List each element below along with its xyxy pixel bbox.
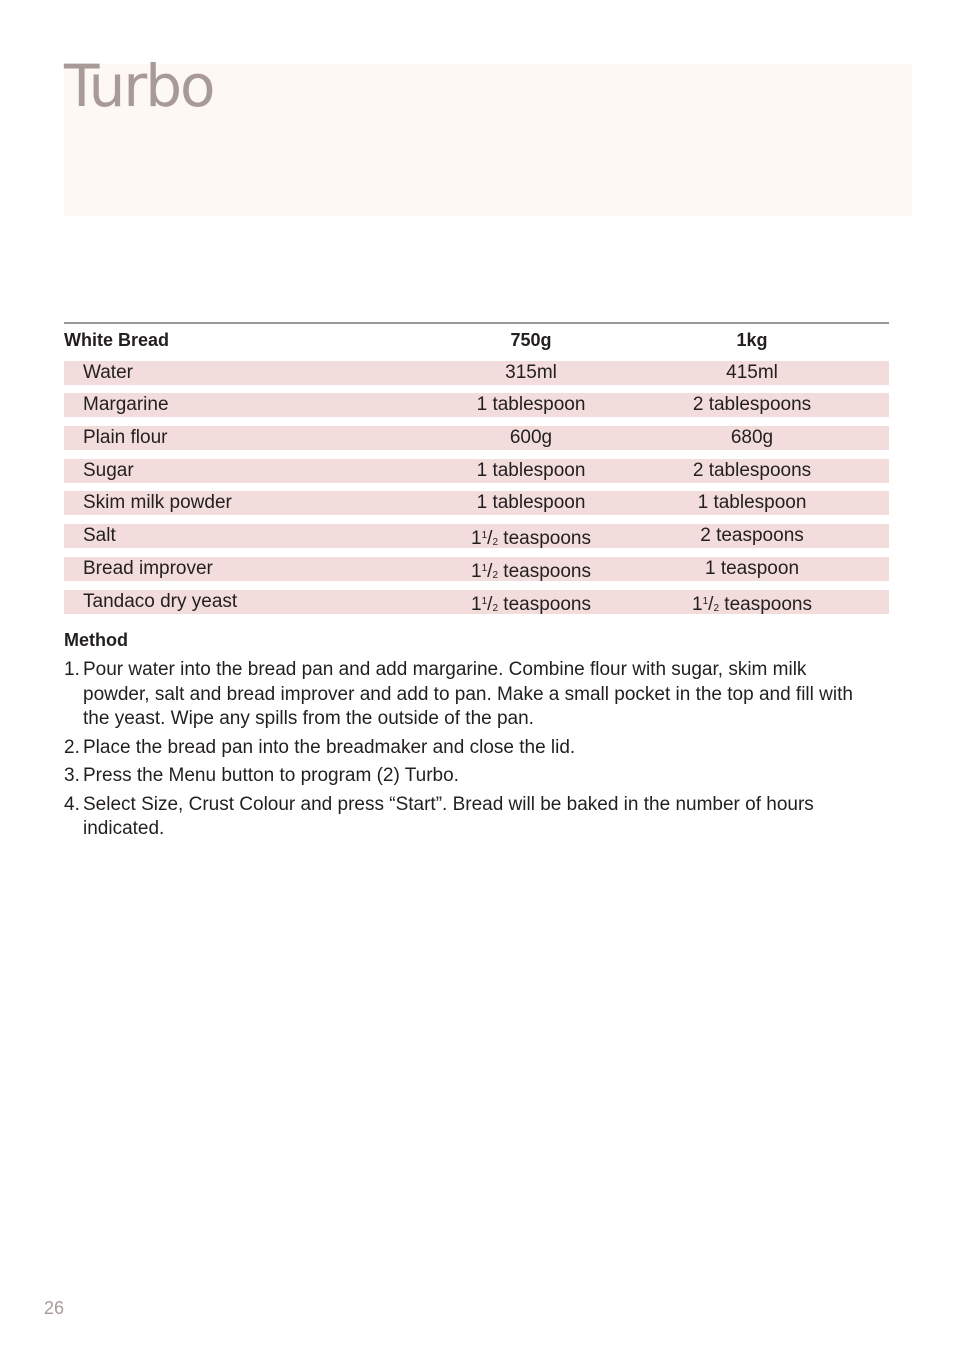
header-recipe-name: White Bread <box>64 330 170 350</box>
method-step <box>64 736 864 761</box>
ingredient-name: Tandaco dry yeast <box>83 590 238 612</box>
table-row: Water 315ml 415ml <box>64 357 889 390</box>
step-text: Pour water into the bread pan and add margarine. Combine flour with sugar, skim milk powder, salt and bread improver and add to pan. Make a small pocket in the top and fill with the yeast. Wipe any spills from the outside of the pan. <box>83 659 853 729</box>
recipe-table <box>64 322 889 618</box>
table-header-row: White Bread 750g 1kg <box>64 324 889 357</box>
method-heading: Method <box>64 630 128 650</box>
ingredient-name: Sugar <box>83 459 134 481</box>
step-text: Press the Menu button to program (2) Turbo. <box>83 765 459 786</box>
fraction: $^1/_2$ <box>481 560 499 582</box>
step-number: 2. <box>64 736 80 758</box>
table-row: Sugar 1 tablespoon 2 tablespoons <box>64 455 889 488</box>
step-text: Place the bread pan into the breadmaker and close the lid. <box>83 736 576 758</box>
method-step <box>64 764 864 789</box>
fraction: $^1/_2$ <box>481 593 499 615</box>
method-steps <box>64 658 864 846</box>
step-number: 4. <box>64 793 80 815</box>
step-text: Select Size, Crust Colour and press “Start”. Bread will be baked in the number of hours indicated. <box>83 793 814 839</box>
ingredient-name: Water <box>83 361 133 383</box>
fraction: $^1/_2$ <box>481 528 499 550</box>
table-row: Skim milk powder 1 tablespoon 1 tablespoon <box>64 487 889 520</box>
ingredient-name: Bread improver <box>83 557 213 579</box>
method-step <box>64 658 864 732</box>
method-step <box>64 793 864 842</box>
ingredient-name: Skim milk powder <box>83 492 232 514</box>
table-row: Salt $1^1/_2$ teaspoons 2 teaspoons <box>64 520 889 553</box>
step-number: 1. <box>64 659 80 680</box>
page-number: 26 <box>44 1298 65 1318</box>
page-title: Turbo <box>64 52 214 120</box>
table-row: Plain flour 600g 680g <box>64 422 889 455</box>
table-row: Margarine 1 tablespoon 2 tablespoons <box>64 389 889 422</box>
ingredient-name: Plain flour <box>83 427 168 449</box>
table-body <box>64 357 889 619</box>
ingredient-name: Salt <box>83 525 116 547</box>
fraction: $^1/_2$ <box>702 593 720 615</box>
table-row: Bread improver $1^1/_2$ teaspoons 1 teaspoon <box>64 553 889 586</box>
table-row: Tandaco dry yeast $1^1/_2$ teaspoons $1^1/_2$ teaspoons <box>64 586 889 619</box>
ingredient-name: Margarine <box>83 394 169 416</box>
step-number: 3. <box>64 765 80 786</box>
